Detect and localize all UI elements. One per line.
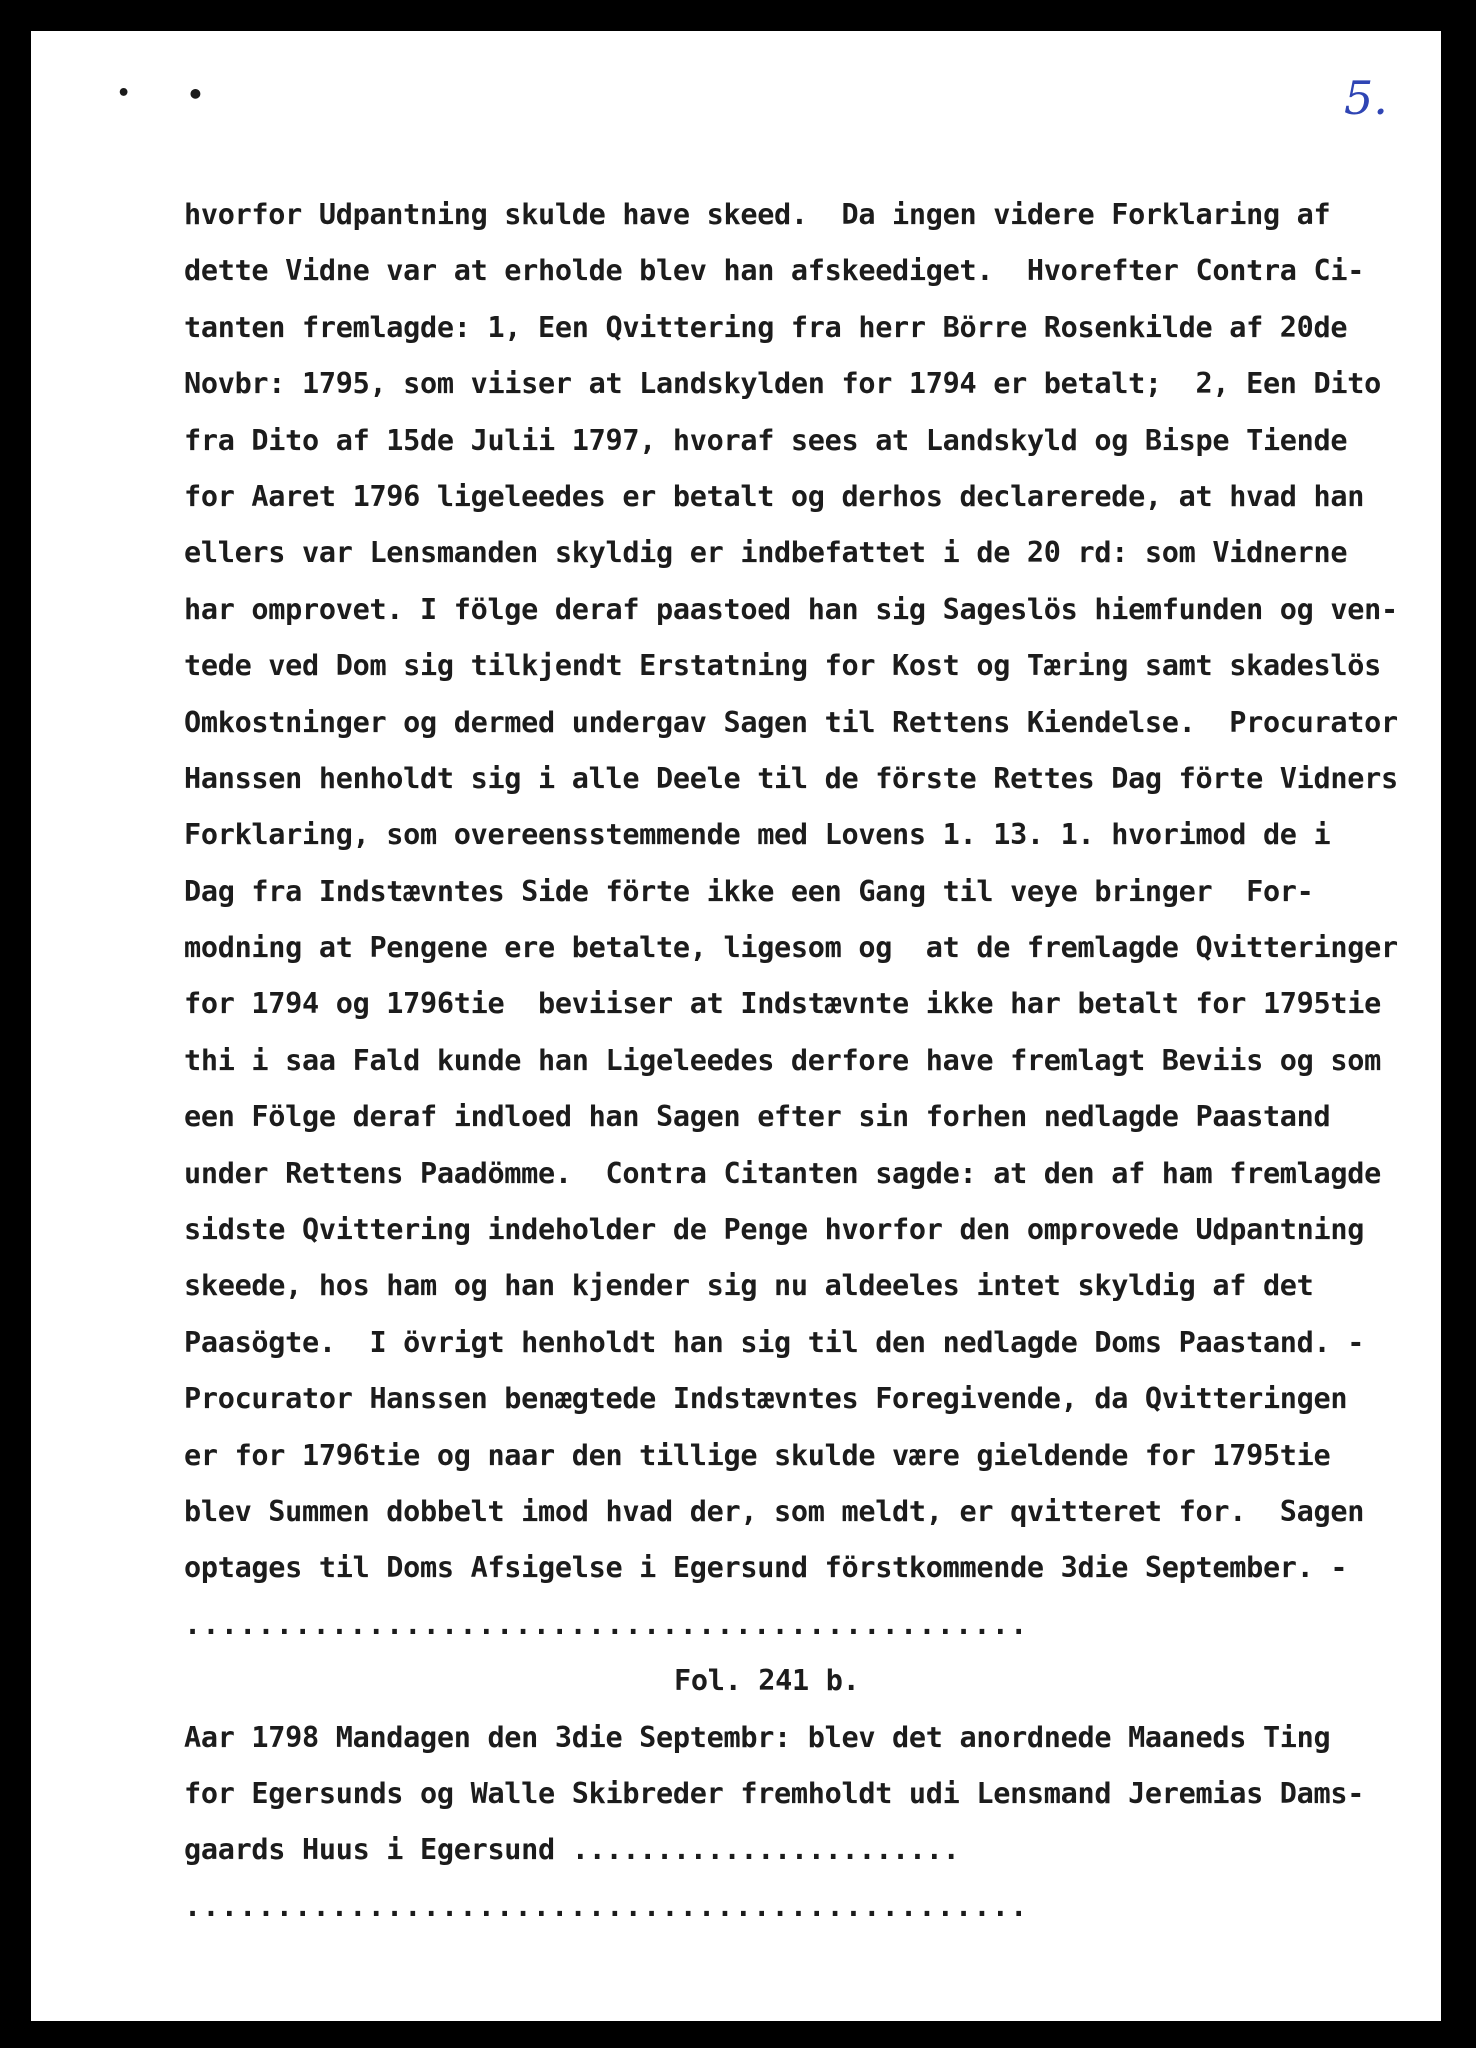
text-line: optages til Doms Afsigelse i Egersund förstkommende 3die September. -	[184, 1551, 1348, 1585]
text-line: blev Summen dobbelt imod hvad der, som meldt, er qvitteret for. Sagen	[184, 1494, 1365, 1528]
page-number: 5.	[1344, 71, 1388, 125]
text-line: for Egersunds og Walle Skibreder fremholdt udi Lensmand Jeremias Dams-	[184, 1776, 1365, 1810]
text-line: dette Vidne var at erholde blev han afskeediget. Hvorefter Contra Ci-	[184, 254, 1365, 288]
text-line: hvorfor Udpantning skulde have skeed. Da ingen videre Forklaring af	[184, 198, 1331, 231]
text-line: thi i saa Fald kunde han Ligeleedes derfore have fremlagt Beviis og som	[184, 1043, 1381, 1077]
text-line: skeede, hos ham og han kjender sig nu aldeeles intet skyldig af det	[184, 1269, 1314, 1303]
text-line: een Fölge deraf indloed han Sagen efter sin forhen nedlagde Paastand	[184, 1100, 1331, 1134]
document-page	[31, 31, 1441, 2021]
text-line: gaards Huus i Egersund .......................	[184, 1833, 960, 1867]
text-line: Omkostninger og dermed undergav Sagen til Rettens Kiendelse. Procurator	[184, 705, 1398, 739]
dotted-separator: ..............................................	[184, 1889, 1029, 1923]
dotted-separator: ..............................................	[184, 1607, 1029, 1641]
text-line: har omprovet. I fölge deraf paastoed han sig Sageslös hiemfunden og ven-	[184, 592, 1398, 626]
corner-mark: •	[187, 78, 204, 111]
text-line: ellers var Lensmanden skyldig er indbefattet i de 20 rd: som Vidnerne	[184, 536, 1348, 570]
text-line: Novbr: 1795, som viiser at Landskylden for 1794 er betalt; 2, Een Dito	[184, 367, 1381, 401]
text-line: modning at Pengene ere betalte, ligesom og at de fremlagde Qvitteringer	[184, 931, 1398, 965]
document-text	[184, 187, 1434, 1935]
text-line: Aar 1798 Mandagen den 3die Septembr: blev det anordnede Maaneds Ting	[184, 1720, 1331, 1754]
text-line: sidste Qvittering indeholder de Penge hvorfor den omprovede Udpantning	[184, 1213, 1365, 1247]
text-line: for Aaret 1796 ligeleedes er betalt og derhos declarerede, at hvad han	[184, 479, 1365, 513]
text-line: tanten fremlagde: 1, Een Qvittering fra herr Börre Rosenkilde af 20de	[184, 310, 1348, 344]
text-line: er for 1796tie og naar den tillige skulde være gieldende for 1795tie	[184, 1438, 1331, 1472]
text-line: fra Dito af 15de Julii 1797, hvoraf sees at Landskyld og Bispe Tiende	[184, 423, 1348, 457]
text-line: Paasögte. I övrigt henholdt han sig til den nedlagde Doms Paastand. -	[184, 1325, 1365, 1359]
text-line: for 1794 og 1796tie beviiser at Indstævnte ikke har betalt for 1795tie	[184, 987, 1381, 1021]
corner-mark: •	[117, 81, 131, 106]
text-line: Forklaring, som overeensstemmende med Lovens 1. 13. 1. hvorimod de i	[184, 818, 1331, 852]
text-line: Hanssen henholdt sig i alle Deele til de förste Rettes Dag förte Vidners	[184, 761, 1398, 795]
folio-heading: Fol. 241 b.	[674, 1664, 860, 1698]
text-line: Procurator Hanssen benægtede Indstævntes Foregivende, da Qvitteringen	[184, 1382, 1348, 1416]
text-line: tede ved Dom sig tilkjendt Erstatning for Kost og Tæring samt skadeslös	[184, 649, 1381, 683]
text-line: Dag fra Indstævntes Side förte ikke een Gang til veye bringer For-	[184, 874, 1314, 908]
text-line: under Rettens Paadömme. Contra Citanten sagde: at den af ham fremlagde	[184, 1156, 1381, 1190]
